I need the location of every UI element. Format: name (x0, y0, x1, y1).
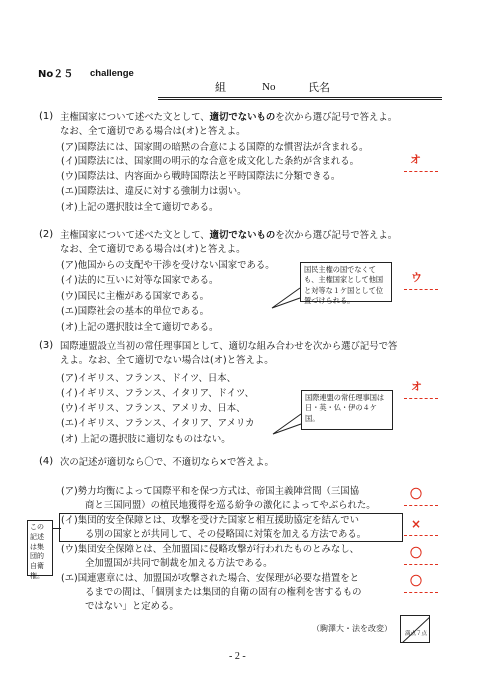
q3-option-c: (ウ)イギリス、フランス、アメリカ、日本、 (61, 403, 246, 414)
q4-item-a-line1: (ア)勢力均衡によって国際平和を保つ方式は、帝国主義陣営間（三国協 (61, 486, 359, 497)
q3-stem-line1: 国際連盟設立当初の常任理事国として、適切な組み合わせを次から選び記号で答 (60, 341, 398, 352)
q4-item-a-answer: 〇 (410, 487, 423, 501)
q1-stem-line1: 主権国家について述べた文として、適切でないものを次から選び記号で答えよ。 (60, 112, 398, 123)
worksheet-number: No２５ (38, 69, 74, 80)
q2-option-a: (ア)他国からの支配や干渉を受けない国家である。 (61, 260, 275, 271)
challenge-label: challenge (90, 68, 134, 79)
q4-item-d-answer-line (404, 592, 438, 593)
q3-answer: オ (411, 380, 422, 393)
q4-item-b-bracket-top (59, 513, 403, 514)
q1-option-e: (オ)上記の選択肢は全て適切である。 (61, 202, 219, 213)
q2-option-c: (ウ)国民に主権がある国家である。 (61, 291, 209, 302)
q2-option-b: (イ)法的に互いに対等な国家である。 (61, 275, 219, 286)
q4-item-d-line2: るまでの間は、「個別または集団的自衛の固有の権利を害するもの (85, 587, 362, 598)
q4-item-b-line1: (イ)集団的安全保障とは、攻撃を受けた国家と相互援助協定を結んでい (61, 515, 359, 526)
q3-option-d: (エ)イギリス、フランス、イタリア、アメリカ (61, 418, 255, 429)
q2-number: (2) (39, 229, 54, 240)
q4-stem: 次の記述が適切なら〇で、不適切なら×で答えよ。 (60, 457, 274, 468)
header-underline (158, 97, 442, 98)
q2-option-e: (オ)上記の選択肢は全て適切である。 (61, 322, 219, 333)
header-underline-2 (158, 99, 442, 100)
q1-option-d: (エ)国際法は、違反に対する強制力は弱い。 (61, 186, 247, 197)
q4-item-c-answer: 〇 (410, 546, 423, 560)
q4-item-a-answer-line (404, 505, 438, 506)
q1-stem-line2: なお、全て適切である場合は(オ)と答えよ。 (60, 126, 246, 137)
score-box-diagonal (401, 616, 430, 643)
q4-item-d-line1: (エ)国連憲章には、加盟国が攻撃された場合、安保理が必要な措置をと (61, 573, 359, 584)
q4-item-c-line2: 全加盟国が共同で制裁を加える方法である。 (85, 558, 273, 569)
q1-number: (1) (39, 111, 54, 122)
kumi-label: 組 (215, 81, 226, 94)
q3-callout: 国際連盟の常任理事国は日・英・仏・伊の４ケ国。 (301, 390, 393, 430)
q3-answer-line (404, 398, 438, 399)
q2-callout: 国民主権の国でなくても、主権国家として他国と対等な１ケ国として位置づけられる。 (300, 262, 392, 302)
q1-option-c: (ウ)国際法は、内容面から戦時国際法と平時国際法に分類できる。 (61, 171, 341, 182)
q2-answer-line (404, 289, 438, 290)
q4-item-a-line2: 商と三国同盟）の植民地獲得を巡る紛争の激化によってやぶられた。 (85, 500, 376, 511)
score-label: 満点７点 (405, 631, 428, 637)
q3-option-e: (オ) 上記の選択肢に適切なものはない。 (61, 434, 231, 445)
score-box (400, 615, 430, 643)
page-number: - 2 - (229, 651, 246, 662)
q3-option-a: (ア)イギリス、フランス、ドイツ、日本、 (61, 373, 237, 384)
q4-source: （駒澤大・法を改変） (312, 624, 392, 633)
q2-callout-pointer (270, 284, 302, 310)
q1-answer-line (404, 171, 438, 172)
q2-answer: ウ (411, 271, 422, 284)
q4-item-b-answer: × (411, 517, 422, 531)
q3-stem-line2: えよ。なお、全て適切でない場合は(オ)と答えよ。 (60, 355, 274, 366)
q4-side-note: この記述は集団的自衛権。 (27, 520, 53, 576)
q4-number: (4) (39, 456, 54, 467)
q1-answer: オ (410, 153, 421, 166)
q1-option-a: (ア)国際法には、国家間の暗黙の合意による国際的な慣習法が含まれる。 (61, 142, 369, 153)
q1-option-b: (イ)国際法には、国家間の明示的な合意を成文化した条約が含まれる。 (61, 156, 359, 167)
q4-side-note-connector (53, 528, 61, 529)
shimei-label: 氏名 (308, 81, 330, 94)
q4-item-c-line1: (ウ)集団安全保障とは、全加盟国に侵略攻撃が行われたものとみなし、 (61, 544, 359, 555)
q4-item-b-bracket (59, 514, 403, 542)
q4-item-b-line2: る別の国家とが共同して、その侵略国に対策を加える方法である。 (85, 529, 367, 540)
q4-item-b-answer-line (404, 535, 438, 536)
q2-stem-line1: 主権国家について述べた文として、適切でないものを次から選び記号で答えよ。 (60, 230, 398, 241)
q4-item-d-line3: ではない」と定める。 (85, 601, 179, 612)
q3-option-b: (イ)イギリス、フランス、イタリア、ドイツ、 (61, 388, 255, 399)
q4-item-c-answer-line (404, 564, 438, 565)
no-label: No (262, 81, 276, 93)
q2-option-d: (エ)国際社会の基本的単位である。 (61, 306, 209, 317)
q4-item-d-answer: 〇 (410, 574, 423, 588)
q3-number: (3) (39, 340, 54, 351)
q3-callout-pointer (271, 410, 303, 436)
q2-stem-line2: なお、全て適切である場合は(オ)と答えよ。 (60, 244, 246, 255)
